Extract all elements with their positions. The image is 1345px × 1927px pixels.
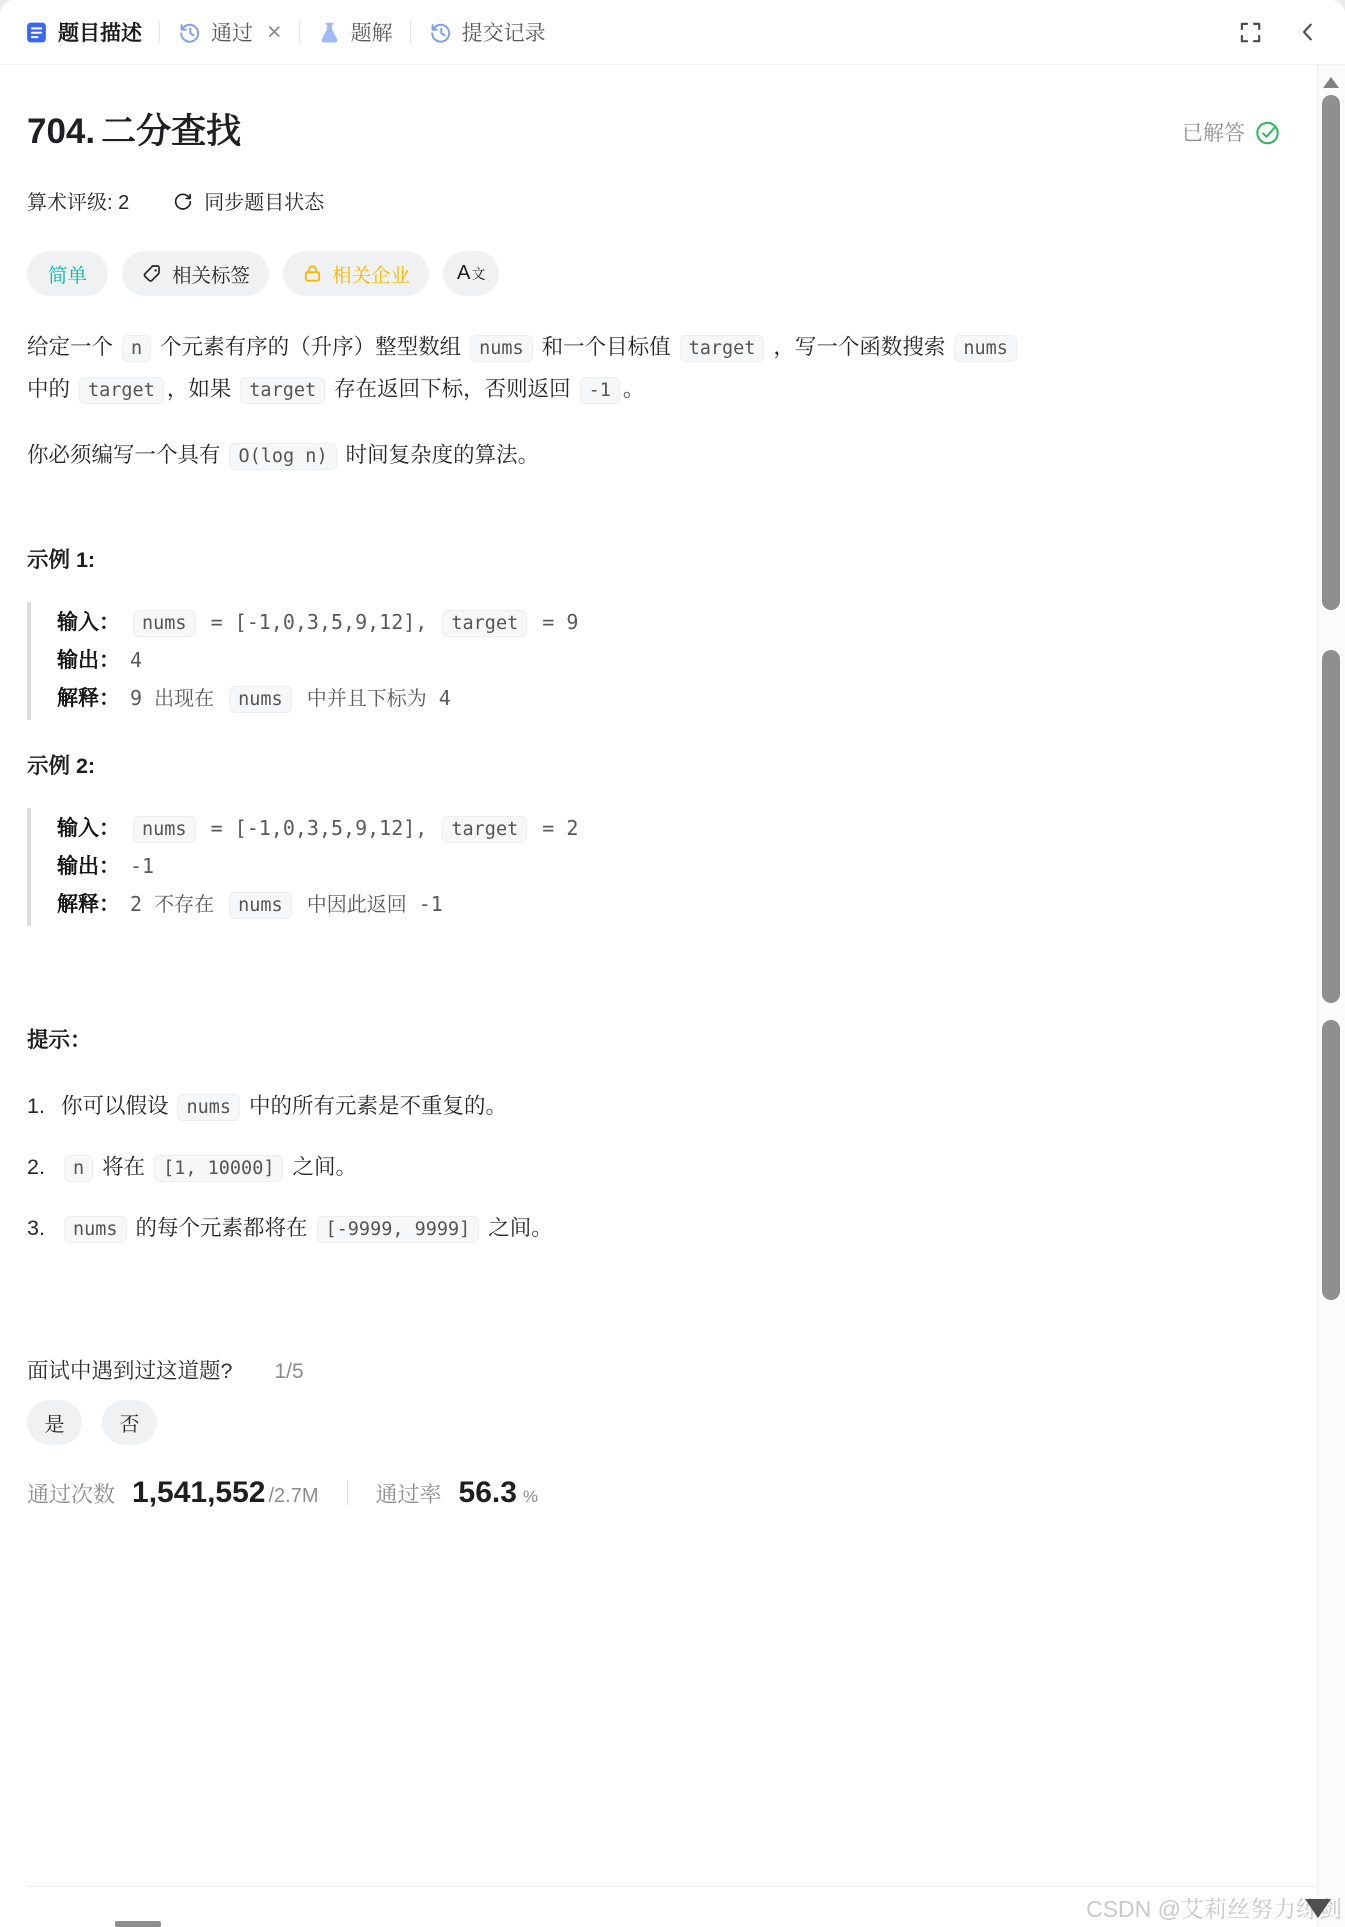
document-icon [24, 20, 49, 45]
check-circle-icon [1254, 119, 1281, 146]
survey-buttons [27, 1400, 1281, 1445]
scrollbar-thumb[interactable] [1322, 650, 1340, 1003]
survey-row [27, 1354, 1281, 1385]
survey-no-button[interactable]: 否 [102, 1400, 157, 1445]
translate-icon: A文 [457, 262, 486, 284]
bottom-edge-fragment [115, 1921, 161, 1927]
title-row [27, 108, 1281, 156]
tab-submissions-label: 提交记录 [461, 22, 546, 45]
example-1-heading: 示例 1: [27, 548, 96, 572]
stats-separator [347, 1481, 348, 1505]
accepted-label: 通过次数 [27, 1482, 116, 1507]
rate-value: 56.3 [458, 1476, 517, 1509]
related-tags-label: 相关标签 [172, 264, 251, 287]
hint-item: 1. 你可以假设 nums 中的所有元素是不重复的。 [27, 1088, 1281, 1126]
history-icon [428, 20, 453, 45]
survey-question: 面试中遇到过这道题? [27, 1359, 233, 1383]
accepted-total: /2.7M [268, 1485, 319, 1507]
tab-description-label: 题目描述 [58, 22, 142, 45]
survey-count: 1/5 [274, 1360, 304, 1383]
example-2-block [27, 808, 1281, 926]
problem-statement: 给定一个 n 个元素有序的（升序）整型数组 nums 和一个目标值 target ，写一个函数搜索 nums 中的 target ，如果 target 存在返回下标，否则返回 -1 。 [27, 327, 1032, 411]
footer-divider [27, 1886, 1318, 1887]
chevron-left-icon[interactable] [1297, 20, 1321, 44]
tags-row [27, 251, 1281, 296]
solved-status [1182, 117, 1281, 147]
sync-label: 同步题目状态 [204, 192, 325, 214]
related-companies-button[interactable] [283, 251, 429, 296]
hint-item: 2. n 将在 [1, 10000] 之间。 [27, 1149, 1281, 1187]
scrollbar[interactable] [1317, 64, 1345, 1927]
related-tags-button[interactable] [122, 251, 269, 296]
fullscreen-icon[interactable] [1237, 19, 1263, 45]
tab-passed-label: 通过 [211, 22, 253, 45]
page-title [27, 108, 241, 156]
tab-solutions-label: 题解 [350, 22, 393, 45]
refresh-icon [173, 190, 195, 212]
hint-item: 3. nums 的每个元素都将在 [-9999, 9999] 之间。 [27, 1210, 1281, 1248]
close-icon[interactable]: × [267, 17, 282, 46]
example-output-line: 输出： 4 [57, 648, 143, 672]
scrollbar-thumb[interactable] [1322, 95, 1340, 610]
solved-label: 已解答 [1182, 122, 1245, 145]
tab-description[interactable] [24, 17, 142, 47]
flask-icon [317, 20, 342, 45]
sync-status-button[interactable] [173, 186, 324, 215]
history-icon [177, 20, 202, 45]
lock-icon [302, 263, 323, 284]
tab-solutions[interactable] [317, 17, 393, 47]
hints-list [27, 1088, 1281, 1248]
related-companies-label: 相关企业 [332, 264, 411, 287]
tab-bar [0, 0, 1345, 64]
tab-passed[interactable] [177, 17, 282, 47]
example-explanation-line: 解释： 2 不存在 nums 中因此返回 -1 [57, 886, 1281, 924]
meta-row [27, 186, 1281, 215]
example-output-line: 输出： -1 [57, 854, 155, 878]
tab-separator [159, 21, 160, 43]
problem-name: 二分查找 [101, 112, 242, 151]
stats-row [27, 1476, 1281, 1510]
scroll-up-arrow-icon[interactable] [1323, 77, 1339, 88]
problem-number: 704. [27, 112, 96, 151]
example-input-line: 输入： nums = [-1,0,3,5,9,12], target = 9 [57, 604, 1281, 642]
algorithm-rating: 算术评级: 2 [27, 192, 130, 214]
scroll-down-arrow[interactable] [1305, 1899, 1331, 1918]
hints-heading: 提示： [27, 1028, 92, 1052]
accepted-value: 1,541,552 [132, 1476, 266, 1509]
example-1-block [27, 602, 1281, 720]
problem-content [0, 108, 1345, 1510]
difficulty-badge[interactable]: 简单 [27, 251, 108, 296]
watermark: CSDN @艾莉丝努力练剑 [1086, 1896, 1342, 1922]
rate-label: 通过率 [375, 1482, 442, 1507]
example-2-heading: 示例 2: [27, 754, 96, 778]
survey-yes-button[interactable]: 是 [27, 1400, 82, 1445]
translate-button[interactable] [443, 251, 499, 296]
tab-submissions[interactable] [428, 17, 546, 47]
tag-icon [141, 263, 163, 285]
example-input-line: 输入： nums = [-1,0,3,5,9,12], target = 2 [57, 810, 1281, 848]
rate-unit: % [522, 1487, 539, 1506]
tab-bar-actions [1237, 19, 1321, 45]
example-explanation-line: 解释： 9 出现在 nums 中并且下标为 4 [57, 680, 1281, 718]
scrollbar-thumb[interactable] [1322, 1020, 1340, 1300]
tab-separator [299, 21, 300, 43]
tab-separator [410, 21, 411, 43]
complexity-requirement: 你必须编写一个具有 O(log n) 时间复杂度的算法。 [27, 435, 1032, 477]
